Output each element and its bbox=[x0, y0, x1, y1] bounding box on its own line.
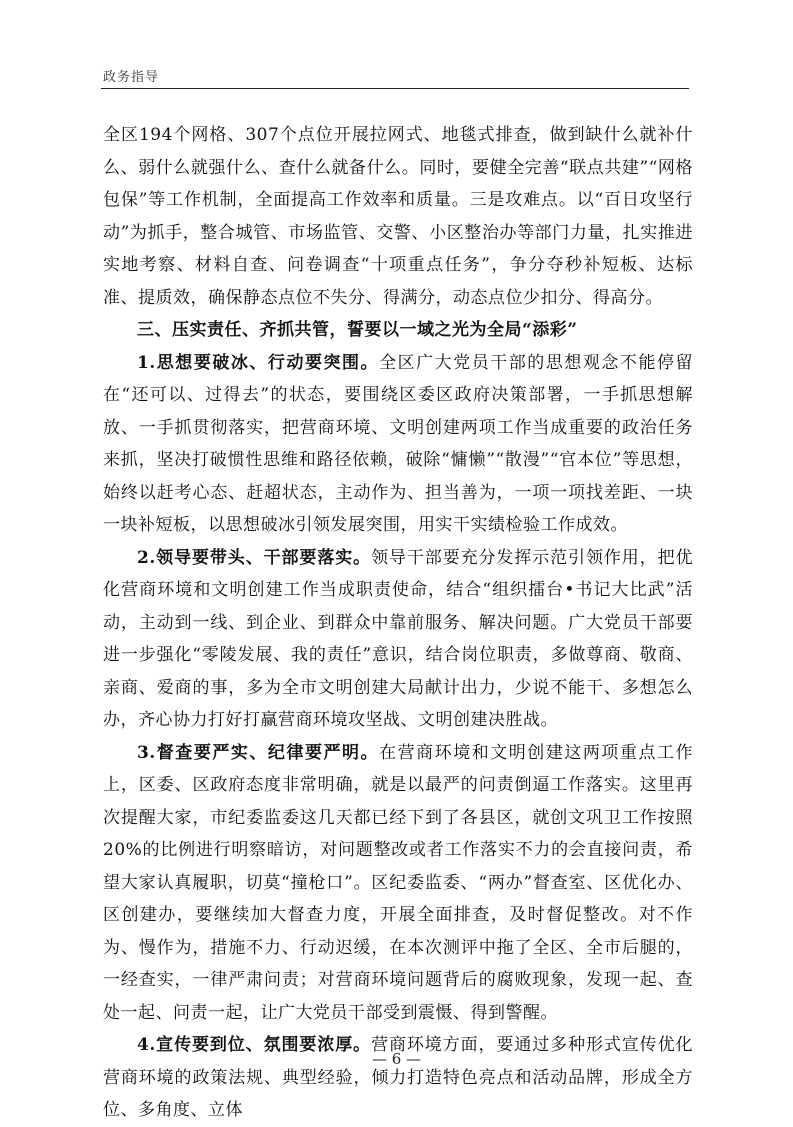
paragraph-1-title: 1.思想要破冰、行动要突围。 bbox=[137, 352, 380, 373]
page-number: — 6 — bbox=[371, 1050, 422, 1068]
paragraph-continued: 全区194个网格、307个点位开展拉网式、地毯式排查，做到缺什么就补什么、弱什么就强什么、查什么就备什么。同时，要健全完善“联点共建”“网格包保”等工作机制，全面提高工作效率和质量。三是攻难点。以“百日攻坚行动”为抓手，整合城管、市场监管、交警、小区整治办等部门力量，扎实推进实地考察、材料自查、问卷调查“十项重点任务”，争分夺秒补短板、达标准、提质效，确保静态点位不失分、得满分，动态点位少扣分、得高分。 bbox=[103, 125, 693, 308]
paragraph-3 bbox=[103, 737, 693, 1030]
paragraph-3-text: 在营商环境和文明创建这两项重点工作上，区委、区政府态度非常明确，就是以最严的问责倒逼工作落实。这里再次提醒大家，市纪委监委这几天都已经下到了各县区，就创文巩卫工作按照20%的比例进行明察暗访，对问题整改或者工作落实不力的会直接问责，希望大家认真履职，切莫“撞枪口”。区纪委监委、“两办”督查室、区优化办、区创建办，要继续加大督查力度，开展全面排查，及时督促整改。对不作为、慢作为，措施不力、行动迟缓，在本次测评中拖了全区、全市后腿的，一经查实，一律严肃问责；对营商环境问题背后的腐败现象，发现一起、查处一起、问责一起，让广大党员干部受到震慑、得到警醒。 bbox=[103, 742, 694, 1023]
paragraph-2-title: 2.领导要带头、干部要落实。 bbox=[137, 547, 372, 568]
paragraph-1-text: 全区广大党员干部的思想观念不能停留在“还可以、过得去”的状态，要围绕区委区政府决策部署，一手抓思想解放、一手抓贯彻落实，把营商环境、文明创建两项工作当成重要的政治任务来抓，坚决打破惯性思维和路径依赖，破除“慵懒”“散漫”“官本位”等思想，始终以赶考心态、赶超状态，主动作为、担当善为，一项一项找差距、一块一块补短板，以思想破冰引领发展突围，用实干实绩检验工作成效。 bbox=[103, 352, 694, 535]
paragraph-4 bbox=[103, 1029, 693, 1127]
paragraph-1 bbox=[103, 347, 693, 542]
paragraph-2 bbox=[103, 542, 693, 737]
paragraph-4-text: 营商环境方面，要通过多种形式宣传优化营商环境的政策法规、典型经验，倾力打造特色亮点和活动品牌，形成全方位、多角度、立体 bbox=[103, 1035, 694, 1120]
section-heading-3: 三、压实责任、齐抓共管，誓要以一域之光为全局“添彩” bbox=[137, 320, 578, 340]
header-rule bbox=[101, 88, 689, 89]
document-body bbox=[103, 119, 693, 1127]
paragraph-4-title: 4.宣传要到位、氛围要浓厚。 bbox=[137, 1035, 372, 1055]
running-header: 政务指导 bbox=[103, 70, 160, 85]
paragraph-3-title: 3.督查要严实、纪律要严明。 bbox=[137, 742, 380, 763]
paragraph-2-text: 领导干部要充分发挥示范引领作用，把优化营商环境和文明创建工作当成职责使命，结合“组织擂台•书记大比武”活动，主动到一线、到企业、到群众中靠前服务、解决问题。广大党员干部要进一步强化“零陵发展、我的责任”意识，结合岗位职责，多做尊商、敬商、亲商、爱商的事，多为全市文明创建大局献计出力，少说不能干、多想怎么办，齐心协力打好打赢营商环境攻坚战、文明创建决胜战。 bbox=[103, 547, 694, 730]
